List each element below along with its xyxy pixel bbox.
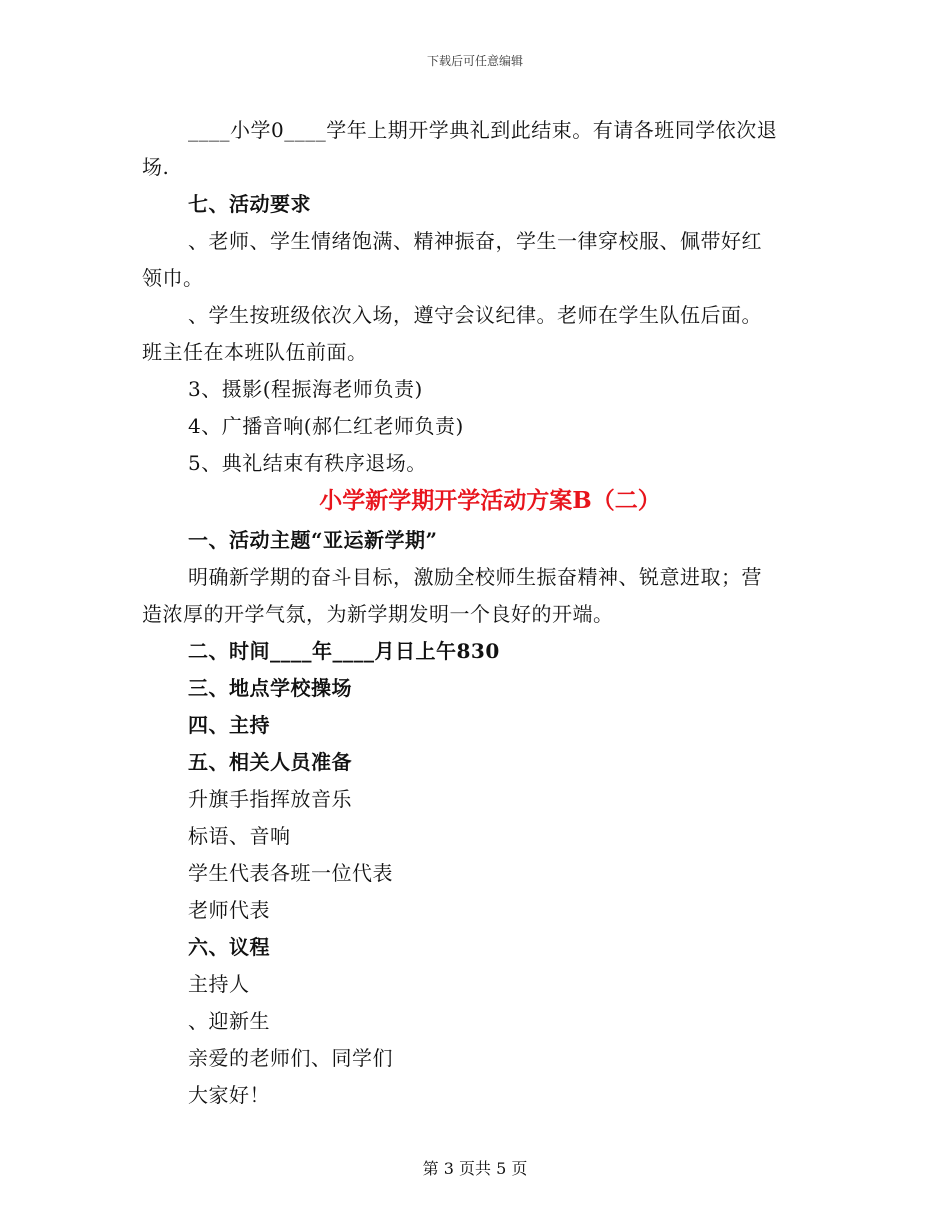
page-header: 下载后可任意编辑 bbox=[426, 54, 523, 68]
prep-item-4: 老师代表 bbox=[188, 898, 270, 922]
agenda-item-2: 、迎新生 bbox=[188, 1009, 270, 1033]
agenda-item-1: 主持人 bbox=[188, 972, 250, 996]
theme-line-1: 明确新学期的奋斗目标，激励全校师生振奋精神、锐意进取；营 bbox=[188, 565, 762, 589]
heading-6-agenda: 六、议程 bbox=[188, 935, 270, 959]
heading-1-theme: 一、活动主题“亚运新学期” bbox=[188, 528, 438, 552]
requirement-2-line-2: 班主任在本班队伍前面。 bbox=[142, 340, 368, 364]
requirement-1-line-2: 领巾。 bbox=[142, 266, 204, 290]
requirement-2-line-1: 、学生按班级依次入场，遵守会议纪律。老师在学生队伍后面。 bbox=[188, 303, 762, 327]
prep-item-2: 标语、音响 bbox=[188, 824, 291, 848]
theme-line-2: 造浓厚的开学气氛，为新学期发明一个良好的开端。 bbox=[142, 602, 614, 626]
requirement-5: 5、典礼结束有秩序退场。 bbox=[188, 451, 427, 475]
heading-4-host: 四、主持 bbox=[188, 713, 270, 737]
heading-2-time: 二、时间____年____月日上午830 bbox=[188, 639, 500, 663]
page-footer: 第 3 页共 5 页 bbox=[422, 1159, 528, 1178]
agenda-item-3: 亲爱的老师们、同学们 bbox=[188, 1046, 393, 1070]
prep-item-1: 升旗手指挥放音乐 bbox=[188, 787, 352, 811]
prep-item-3: 学生代表各班一位代表 bbox=[188, 861, 393, 885]
section-title: 小学新学期开学活动方案B（二） bbox=[319, 487, 661, 514]
requirement-1-line-1: 、老师、学生情绪饱满、精神振奋，学生一律穿校服、佩带好红 bbox=[188, 229, 762, 253]
requirement-3: 3、摄影(程振海老师负责) bbox=[188, 377, 423, 401]
section-7-heading: 七、活动要求 bbox=[188, 192, 311, 216]
agenda-item-4: 大家好！ bbox=[188, 1083, 270, 1107]
heading-5-preparation: 五、相关人员准备 bbox=[188, 750, 352, 774]
heading-3-location: 三、地点学校操场 bbox=[188, 676, 352, 700]
document-body bbox=[142, 112, 810, 1114]
closing-paragraph-line-1: ____小学0____学年上期开学典礼到此结束。有请各班同学依次退 bbox=[188, 118, 778, 142]
requirement-4: 4、广播音响(郝仁红老师负责) bbox=[188, 414, 464, 438]
closing-paragraph-line-2: 场. bbox=[142, 155, 170, 179]
